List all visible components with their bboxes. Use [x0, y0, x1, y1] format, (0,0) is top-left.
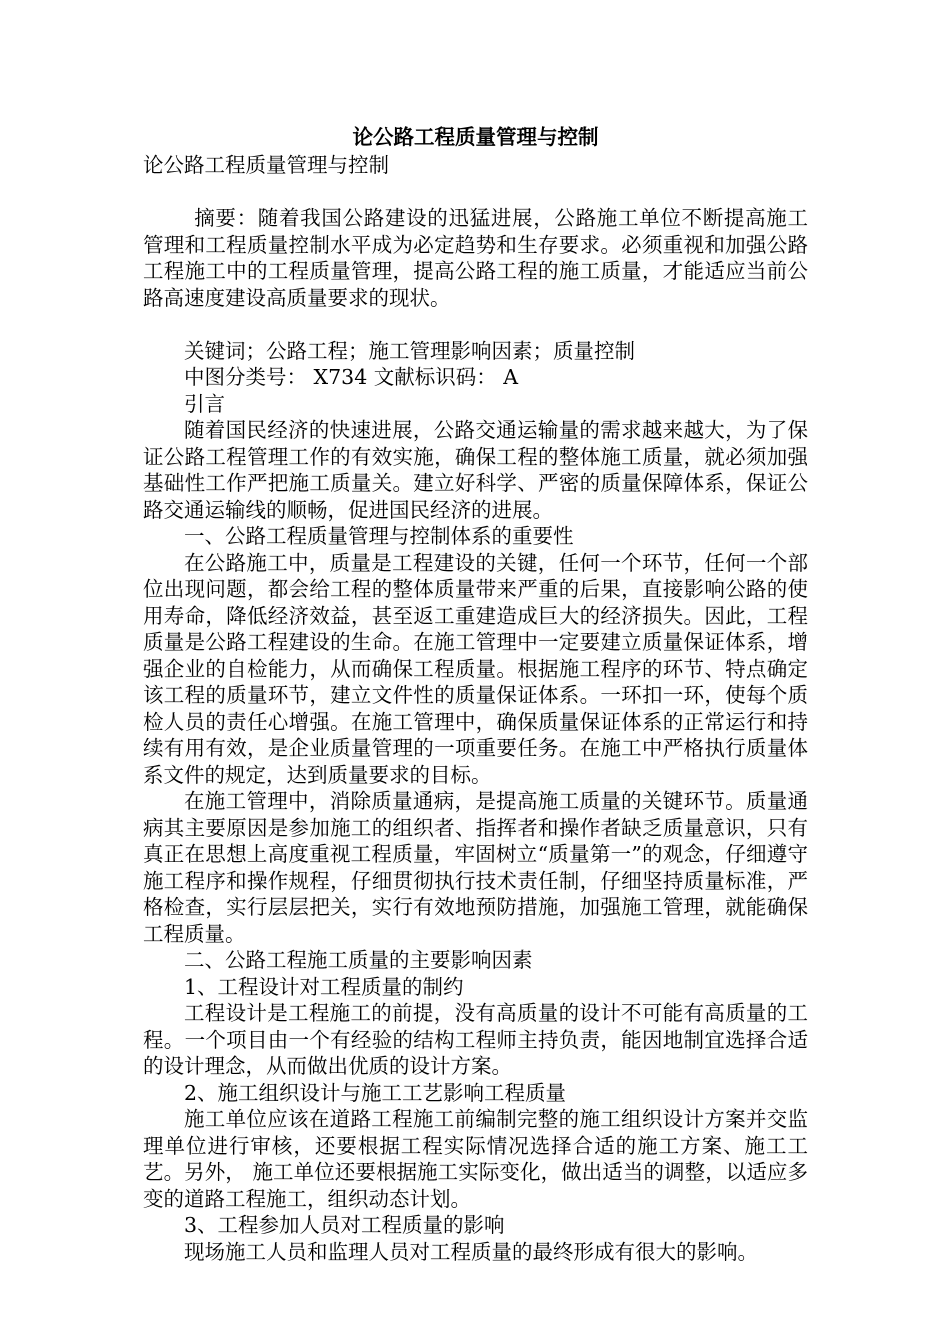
document-title: 论公路工程质量管理与控制	[352, 125, 599, 149]
subsection2-heading: 2、施工组织设计与施工工艺影响工程质量	[184, 1080, 567, 1105]
classification-line: 中图分类号： X734 文献标识码： A	[184, 365, 519, 389]
section1-paragraph-2: 在施工管理中，消除质量通病，是提高施工质量的关键环节。质量通病其主要原因是参加施工的组织者、指挥者和操作者缺乏质量意识，只有真正在思想上高度重视工程质量，牢固树立“质量第一”的观念，仔细遵守施工程序和操作规程，仔细贯彻执行技术责任制，仔细坚持质量标准，严格检查，实行层层把关，实行有效地预防措施，加强施工管理，就能确保工程质量。	[143, 789, 808, 946]
section2-heading: 二、公路工程施工质量的主要影响因素	[184, 948, 533, 972]
document-subtitle: 论公路工程质量管理与控制	[143, 153, 389, 177]
subsection3-paragraph: 现场施工人员和监理人员对工程质量的最终形成有很大的影响。	[184, 1239, 758, 1264]
subsection3-heading: 3、工程参加人员对工程质量的影响	[184, 1213, 505, 1237]
subsection1-heading: 1、工程设计对工程质量的制约	[184, 974, 464, 999]
keywords-line: 关键词；公路工程；施工管理影响因素；质量控制	[184, 338, 635, 363]
subsection1-paragraph: 工程设计是工程施工的前提，没有高质量的设计不可能有高质量的工程。一个项目由一个有经验的结构工程师主持负责，能因地制宜选择合适的设计理念，从而做出优质的设计方案。	[143, 1001, 808, 1078]
intro-paragraph: 随着国民经济的快速进展，公路交通运输量的需求越来越大，为了保证公路工程管理工作的有效实施，确保工程的整体施工质量，就必须加强基础性工作严把施工质量关。建立好科学、严密的质量保障体系，保证公路交通运输线的顺畅，促进国民经济的进展。	[143, 418, 808, 522]
blank-line	[143, 311, 808, 338]
blank-line	[143, 179, 808, 206]
abstract-paragraph: 摘要：随着我国公路建设的迅猛进展，公路施工单位不断提高施工管理和工程质量控制水平成为必定趋势和生存要求。必须重视和加强公路工程施工中的工程质量管理，提高公路工程的施工质量，才能适应当前公路高速度建设高质量要求的现状。	[143, 206, 808, 310]
document-body	[143, 122, 808, 1265]
section1-paragraph-1: 在公路施工中，质量是工程建设的关键，任何一个环节，任何一个部位出现问题，都会给工程的整体质量带来严重的后果，直接影响公路的使用寿命，降低经济效益，甚至返工重建造成巨大的经济损失。因此，工程质量是公路工程建设的生命。在施工管理中一定要建立质量保证体系，增强企业的自检能力，从而确保工程质量。根据施工程序的环节、特点确定该工程的质量环节，建立文件性的质量保证体系。一环扣一环，使每个质检人员的责任心增强。在施工管理中，确保质量保证体系的正常运行和持续有用有效，是企业质量管理的一项重要任务。在施工中严格执行质量体系文件的规定，达到质量要求的目标。	[143, 550, 808, 787]
subsection2-paragraph: 施工单位应该在道路工程施工前编制完整的施工组织设计方案并交监理单位进行审核，还要根据工程实际情况选择合适的施工方案、施工工艺。另外， 施工单位还要根据施工实际变化，做出适当的调整，以适应多变的道路工程施工，组织动态计划。	[143, 1107, 808, 1211]
section1-heading: 一、公路工程质量管理与控制体系的重要性	[184, 524, 574, 548]
intro-heading: 引言	[184, 391, 225, 416]
